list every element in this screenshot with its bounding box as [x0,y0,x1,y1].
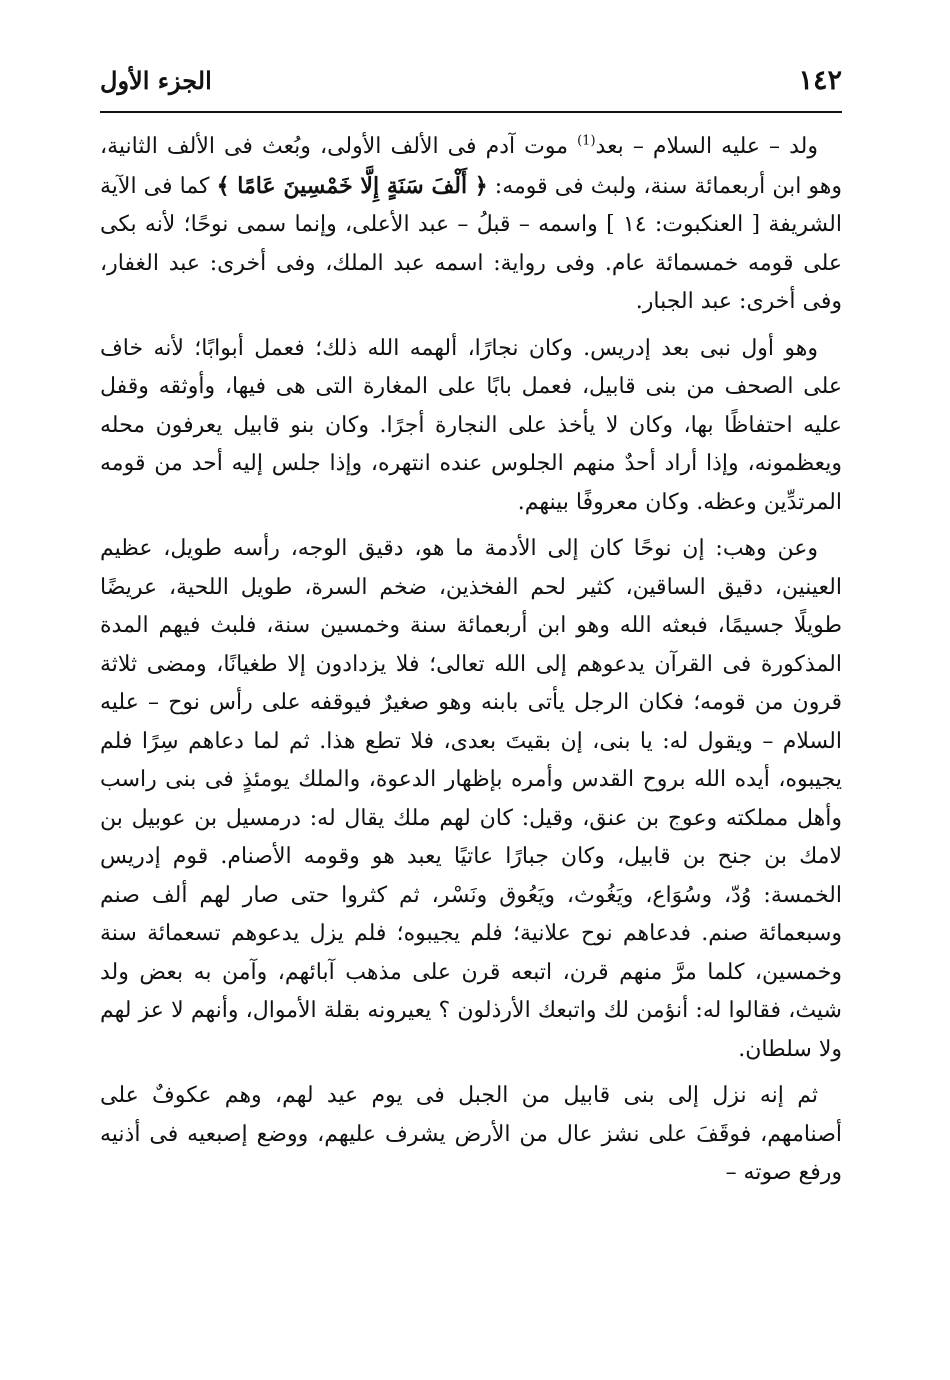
paragraph: وعن وهب: إن نوحًا كان إلى الأدمة ما هو، دقيق الوجه، رأسه طويل، عظيم العينين، دقيق الساقين، كثير لحم الفخذين، ضخم السرة، طويل اللحية، عريضًا طويلًا جسيمًا، فبعثه الله وهو ابن أربعمائة سنة وخمسين سنة، فلبث فيهم المدة المذكورة فى القرآن يدعوهم إلى الله تعالى؛ فلا يزدادون إلا طغيانًا، ومضى ثلاثة قرون من قومه؛ فكان الرجل يأتى بابنه وهو صغيرٌ فيوقفه على رأس نوح – عليه السلام – ويقول له: يا بنى، إن بقيتَ بعدى، فلا تطع هذا. ثم لما دعاهم سِرًا فلم يجيبوه، أيده الله بروح القدس وأمره بإظهار الدعوة، والملك يومئذٍ فى بنى راسب وأهل مملكته وعوج بن عنق، وقيل: كان لهم ملك يقال له: درمسيل بن عوبيل بن لامك بن جنح بن قابيل، وكان جبارًا عاتيًا يعبد هو وقومه الأصنام. قوم إدريس الخمسة: وُدّ، وسُوَاع، ويَغُوث، ويَعُوق ونَسْر، ثم كثروا حتى صار لهم ألف صنم وسبعمائة صنم. فدعاهم نوح علانية؛ فلم يجيبوه؛ فلم يزل يدعوهم تسعمائة سنة وخمسين، كلما مرَّ منهم قرن، اتبعه قرن على مذهب آبائهم، وآمن به بعض ولد شيث، فقالوا له: أنؤمن لك واتبعك الأرذلون ؟ يعيرونه بقلة الأموال، وأنهم لا عز لهم ولا سلطان. [100,536,842,1062]
paragraph: وهو أول نبى بعد إدريس. وكان نجارًا، ألهمه الله ذلك؛ فعمل أبوابًا؛ لأنه خاف على الصحف من بنى قابيل، فعمل بابًا على المغارة التى هى فيها، وأوثقه وقفل عليه احتفاظًا بها، وكان لا يأخذ على النجارة أجرًا. وكان بنو قابيل يعرفون محله ويعظمونه، وإذا أراد أحدٌ منهم الجلوس عنده انتهره، وإذا جلس إليه أحد من قومه المرتدِّين وعظه. وكان معروفًا بينهم. [100,335,842,515]
running-title: الجزء الأول [100,66,212,95]
paragraph-text: ولد – عليه السلام – بعد [595,134,818,159]
header-rule [100,111,842,113]
page-header [100,62,842,102]
paragraph [100,128,842,322]
paragraph-text: كما فى الآية الشريفة [ العنكبوت: ١٤ ] واسمه – قبلُ – عبد الأعلى، وإنما سمى نوحًا؛ لأنه بكى على قومه خمسمائة عام. وفى رواية: اسمه عبد الملك، وفى أخرى: عبد الغفار، وفى أخرى: عبد الجبار. [100,173,842,314]
page-number: ١٤٢ [798,65,842,96]
footnote-marker: (1) [577,133,596,149]
body-text [100,128,842,1201]
paragraph-text: موت آدم فى الألف الأولى، وبُعث فى الألف الثانية، وهو ابن أربعمائة سنة، ولبث فى قومه: [100,134,842,199]
quran-verse: ﴿ أَلْفَ سَنَةٍ إِلَّا خَمْسِينَ عَامًا ﴾ [216,172,488,199]
paragraph: ثم إنه نزل إلى بنى قابيل من الجبل فى يوم عيد لهم، وهم عكوفٌ على أصنامهم، فوقَفَ على نشز عال من الأرض يشرف عليهم، ووضع إصبعيه فى أذنيه ورفع صوته – [100,1083,842,1185]
